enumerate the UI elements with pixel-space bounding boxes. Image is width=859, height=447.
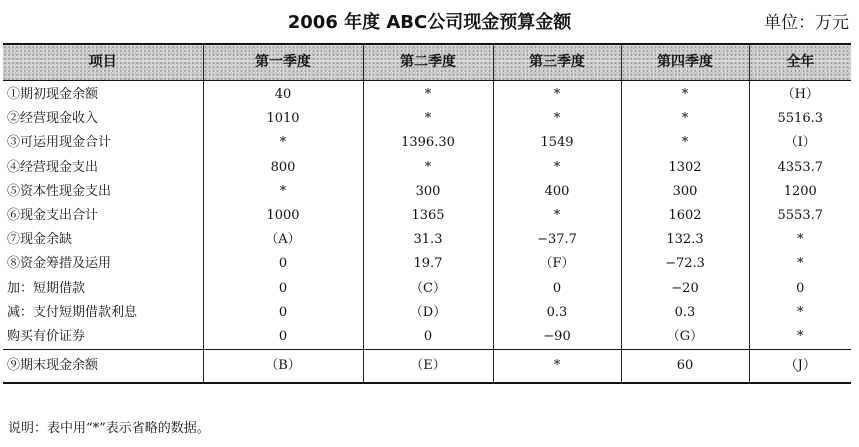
cash-budget-table [3,43,851,384]
cell-q2: 19.7 [363,252,493,276]
row-label: 减：支付短期借款利息 [7,304,138,320]
cell-q4: −20 [621,277,749,301]
header-year: 全年 [749,44,851,81]
cell-q3: * [493,156,621,180]
cell-q3: * [493,350,621,384]
cell-year: （I） [749,131,851,155]
table-row [3,228,851,252]
footnote: 说明：表中用“*”表示省略的数据。 [8,421,210,436]
cell-q3: 0.3 [493,301,621,325]
cell-q4: （G） [621,325,749,350]
cell-q4: 0.3 [621,301,749,325]
row-label: ⑦现金余缺 [7,232,73,248]
cell-year: 5553.7 [749,204,851,228]
table-row [3,180,851,204]
cell-q3: （F） [493,252,621,276]
table-row [3,252,851,276]
header-q3: 第三季度 [493,44,621,81]
cell-q4: 1602 [621,204,749,228]
cell-year: * [749,325,851,350]
cell-q1: * [203,180,363,204]
cell-q4: 132.3 [621,228,749,252]
cell-q1: 0 [203,301,363,325]
row-label: ②经营现金收入 [7,111,99,127]
cell-q2: 1396.30 [363,131,493,155]
cell-q3: * [493,107,621,131]
cell-q2: （C） [363,277,493,301]
cell-year: （H） [749,81,851,108]
cell-year: 1200 [749,180,851,204]
cell-year: 4353.7 [749,156,851,180]
cell-year: * [749,228,851,252]
cell-q1: 800 [203,156,363,180]
cell-q1: 0 [203,252,363,276]
row-label: 购买有价证券 [7,328,86,344]
cell-year: 0 [749,277,851,301]
cell-year: * [749,301,851,325]
cell-q2: 31.3 [363,228,493,252]
cell-q4: * [621,131,749,155]
cell-q3: * [493,81,621,108]
cell-q2: 300 [363,180,493,204]
row-label: ①期初现金余额 [7,87,99,103]
table-row [3,131,851,155]
header-q1: 第一季度 [203,44,363,81]
cell-q3: 400 [493,180,621,204]
cell-q3: 0 [493,277,621,301]
table-row [3,277,851,301]
cell-q4: * [621,107,749,131]
cell-q1: 40 [203,81,363,108]
page-title: 2006 年度 ABC公司现金预算金额 [287,12,572,33]
table-row [3,107,851,131]
cell-q4: −72.3 [621,252,749,276]
cell-q4: 60 [621,350,749,384]
table-row [3,301,851,325]
row-label: ③可运用现金合计 [7,135,112,151]
cell-q4: * [621,81,749,108]
table-row-total [3,350,851,384]
table-row [3,325,851,350]
cell-q1: 0 [203,325,363,350]
table-row [3,81,851,108]
row-label: ⑥现金支出合计 [7,208,99,224]
header-row [3,44,851,81]
cell-q4: 1302 [621,156,749,180]
unit-label: 单位：万元 [764,13,849,33]
cell-year: * [749,252,851,276]
cell-q1: 0 [203,277,363,301]
cell-q3: 1549 [493,131,621,155]
cell-q2: * [363,156,493,180]
row-label: ⑨期末现金余额 [3,350,203,384]
row-label: 加：短期借款 [7,280,86,296]
header-item: 项目 [3,44,203,81]
cell-q1: 1000 [203,204,363,228]
cell-q1: * [203,131,363,155]
table-row [3,156,851,180]
table-row [3,204,851,228]
cell-q3: −37.7 [493,228,621,252]
cell-q2: （E） [363,350,493,384]
cell-q2: （D） [363,301,493,325]
cell-q1: （A） [203,228,363,252]
cell-q2: 0 [363,325,493,350]
cell-q2: * [363,81,493,108]
cell-year: （J） [749,350,851,384]
cell-q3: −90 [493,325,621,350]
cell-q4: 300 [621,180,749,204]
row-label: ⑧资金筹措及运用 [7,256,112,272]
header-q2: 第二季度 [363,44,493,81]
cell-q2: * [363,107,493,131]
cell-q2: 1365 [363,204,493,228]
row-label: ⑤资本性现金支出 [7,183,112,199]
cell-year: 5516.3 [749,107,851,131]
cell-q3: * [493,204,621,228]
cell-q1: 1010 [203,107,363,131]
row-label: ④经营现金支出 [7,159,99,175]
cell-q1: （B） [203,350,363,384]
header-q4: 第四季度 [621,44,749,81]
